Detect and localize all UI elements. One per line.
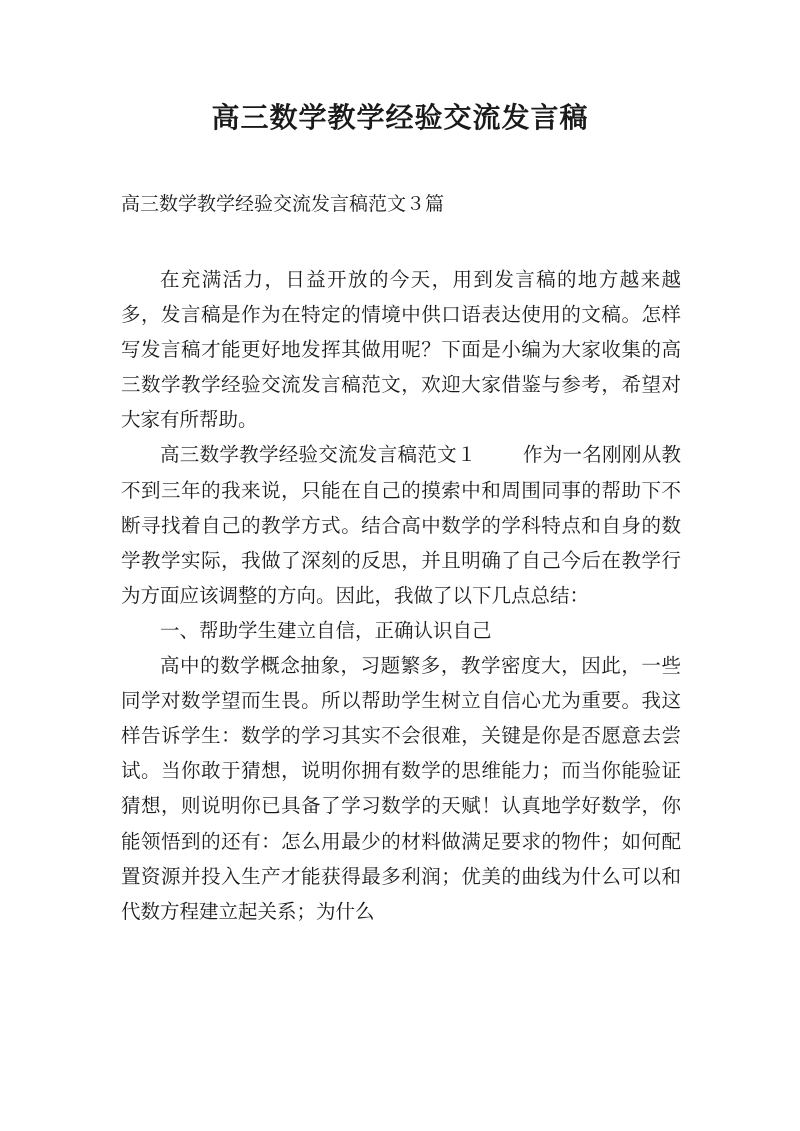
sample-1-text: 作为一名刚刚从教不到三年的我来说，只能在自己的摸索中和周围同事的帮助下不断寻找着自己的教学方式。结合高中数学的学科特点和自身的数学教学实际，我做了深刻的反思，并且明确了自己今后在教学行为方面应该调整的方向。因此，我做了以下几点总结：: [121, 443, 681, 607]
paragraph-sample-1: [121, 437, 681, 612]
document-title: 高三数学教学经验交流发言稿: [211, 101, 589, 134]
sample-1-heading: 高三数学教学经验交流发言稿范文１: [160, 443, 477, 467]
paragraph-section-1: 高中的数学概念抽象，习题繁多，教学密度大，因此，一些同学对数学望而生畏。所以帮助学生树立自信心尤为重要。我这样告诉学生：数学的学习其实不会很难，关键是你是否愿意去尝试。当你敢于猜想，说明你拥有数学的思维能力；而当你能验证猜想，则说明你已具备了学习数学的天赋！认真地学好数学，你能领悟到的还有：怎么用最少的材料做满足要求的物件；如何配置资源并投入生产才能获得最多利润；优美的曲线为什么可以和代数方程建立起关系；为什么: [121, 654, 681, 923]
paragraph-intro: 在充满活力，日益开放的今天，用到发言稿的地方越来越多，发言稿是作为在特定的情境中供口语表达使用的文稿。怎样写发言稿才能更好地发挥其做用呢？下面是小编为大家收集的高三数学教学经验交流发言稿范文，欢迎大家借鉴与参考，希望对大家有所帮助。: [121, 268, 681, 432]
section-heading-1: 一、帮助学生建立自信，正确认识自己: [160, 618, 492, 642]
document-body: [121, 262, 681, 929]
document-subtitle: 高三数学教学经验交流发言稿范文３篇: [121, 193, 445, 215]
